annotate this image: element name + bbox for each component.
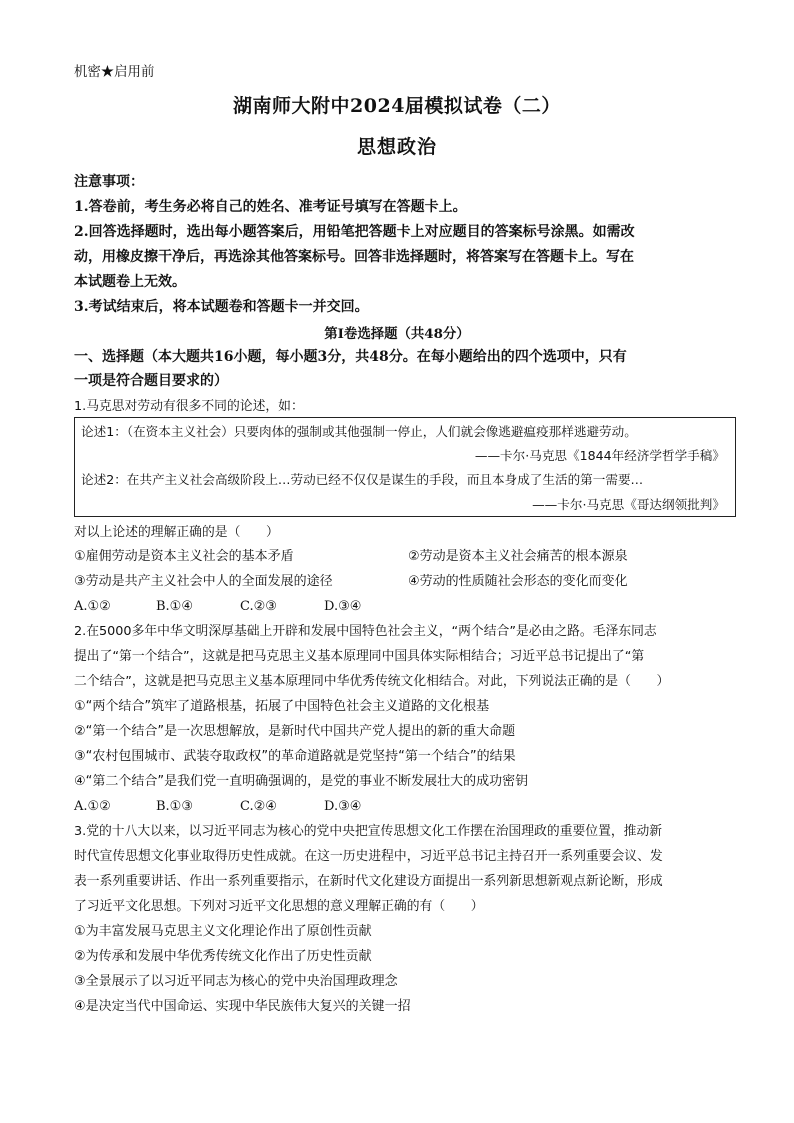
q2-choice-b: B.①③ — [156, 799, 193, 814]
part-instructions-line-2: 一项是符合题目要求的） — [74, 373, 228, 389]
part-instructions-line-1: 一、选择题（本大题共16小题，每小题3分，共48分。在每小题给出的四个选项中，只有 — [74, 349, 627, 365]
q1-option-3: ③劳动是共产主义社会中人的全面发展的途径 — [74, 574, 333, 589]
q1-stem: 1.马克思对劳动有很多不同的论述，如： — [74, 399, 304, 414]
q3-option-3: ③全景展示了以习近平同志为核心的党中央治国理政理念 — [74, 974, 398, 989]
q1-option-4: ④劳动的性质随社会形态的变化而变化 — [408, 574, 628, 589]
exam-title: 湖南师大附中2024届模拟试卷（二） — [233, 95, 561, 117]
q2-choice-d: D.③④ — [324, 799, 362, 814]
q3-line-4: 了习近平文化思想。下列对习近平文化思想的意义理解正确的有（ ） — [74, 899, 484, 914]
q2-line-3: 二个结合”，这就是把马克思主义基本原理同中华优秀传统文化相结合。对此，下列说法正确的是（ ） — [74, 674, 670, 689]
q2-line-1: 2.在5000多年中华文明深厚基础上开辟和发展中国特色社会主义，“两个结合”是必由之路。毛泽东同志 — [74, 624, 657, 639]
q2-choice-c: C.②④ — [240, 799, 277, 814]
q3-line-3: 表一系列重要讲话、作出一系列重要指示，在新时代文化建设方面提出一系列新思想新观点新论断，形成 — [74, 874, 663, 889]
q1-quote-2: 论述2：在共产主义社会高级阶段上…劳动已经不仅仅是谋生的手段，而且本身成了生活的第一需要… — [81, 472, 644, 487]
q3-line-1: 3.党的十八大以来，以习近平同志为核心的党中央把宣传思想文化工作摆在治国理政的重要位置，推动新 — [74, 824, 663, 839]
q2-option-2: ②“第一个结合”是一次思想解放，是新时代中国共产党人提出的新的重大命题 — [74, 724, 516, 739]
q1-choice-c: C.②③ — [240, 599, 277, 614]
notice-item-2-line-1: 2.回答选择题时，选出每小题答案后，用铅笔把答题卡上对应题目的答案标号涂黑。如需改 — [74, 224, 635, 240]
q3-line-2: 时代宣传思想文化事业取得历史性成就。在这一历史进程中，习近平总书记主持召开一系列重要会议、发 — [74, 849, 663, 864]
q2-line-2: 提出了“第一个结合”，这就是把马克思主义基本原理同中国具体实际相结合；习近平总书记提出了“第 — [74, 649, 645, 664]
q2-choice-a: A.①② — [74, 799, 111, 814]
q1-quote-box — [74, 417, 736, 517]
notice-item-1: 1.答卷前，考生务必将自己的姓名、准考证号填写在答题卡上。 — [74, 199, 467, 215]
notice-item-2-line-2: 动，用橡皮擦干净后，再选涂其他答案标号。回答非选择题时，将答案写在答题卡上。写在 — [74, 249, 634, 265]
q1-option-1: ①雇佣劳动是资本主义社会的基本矛盾 — [74, 549, 294, 564]
q3-option-1: ①为丰富发展马克思主义文化理论作出了原创性贡献 — [74, 924, 372, 939]
notice-item-2-line-3: 本试题卷上无效。 — [74, 274, 186, 290]
q2-option-3: ③“农村包围城市、武装夺取政权”的革命道路就是党坚持“第一个结合”的结果 — [74, 749, 516, 764]
subject-title: 思想政治 — [356, 136, 437, 158]
confidential-label: 机密★启用前 — [74, 65, 155, 80]
notice-heading: 注意事项： — [74, 174, 144, 190]
q2-option-1: ①“两个结合”筑牢了道路根基，拓展了中国特色社会主义道路的文化根基 — [74, 699, 490, 714]
q1-choice-b: B.①④ — [156, 599, 193, 614]
notice-item-3: 3.考试结束后，将本试题卷和答题卡一并交回。 — [74, 299, 369, 315]
q3-option-4: ④是决定当代中国命运、实现中华民族伟大复兴的关键一招 — [74, 999, 411, 1014]
q1-source-2: ——卡尔·马克思《哥达纲领批判》 — [532, 497, 725, 512]
q1-choice-d: D.③④ — [324, 599, 362, 614]
q1-option-2: ②劳动是资本主义社会痛苦的根本源泉 — [408, 549, 628, 564]
q1-quote-1: 论述1：（在资本主义社会）只要肉体的强制或其他强制一停止，人们就会像逃避瘟疫那样逃避劳动。 — [81, 424, 637, 439]
section-title: 第Ⅰ卷选择题（共48分） — [324, 326, 470, 342]
q1-source-1: ——卡尔·马克思《1844年经济学哲学手稿》 — [474, 448, 725, 463]
q1-question: 对以上论述的理解正确的是（ ） — [74, 525, 279, 540]
q1-choice-a: A.①② — [74, 599, 111, 614]
q2-option-4: ④“第二个结合”是我们党一直明确强调的，是党的事业不断发展壮大的成功密钥 — [74, 774, 529, 789]
q3-option-2: ②为传承和发展中华优秀传统文化作出了历史性贡献 — [74, 949, 372, 964]
